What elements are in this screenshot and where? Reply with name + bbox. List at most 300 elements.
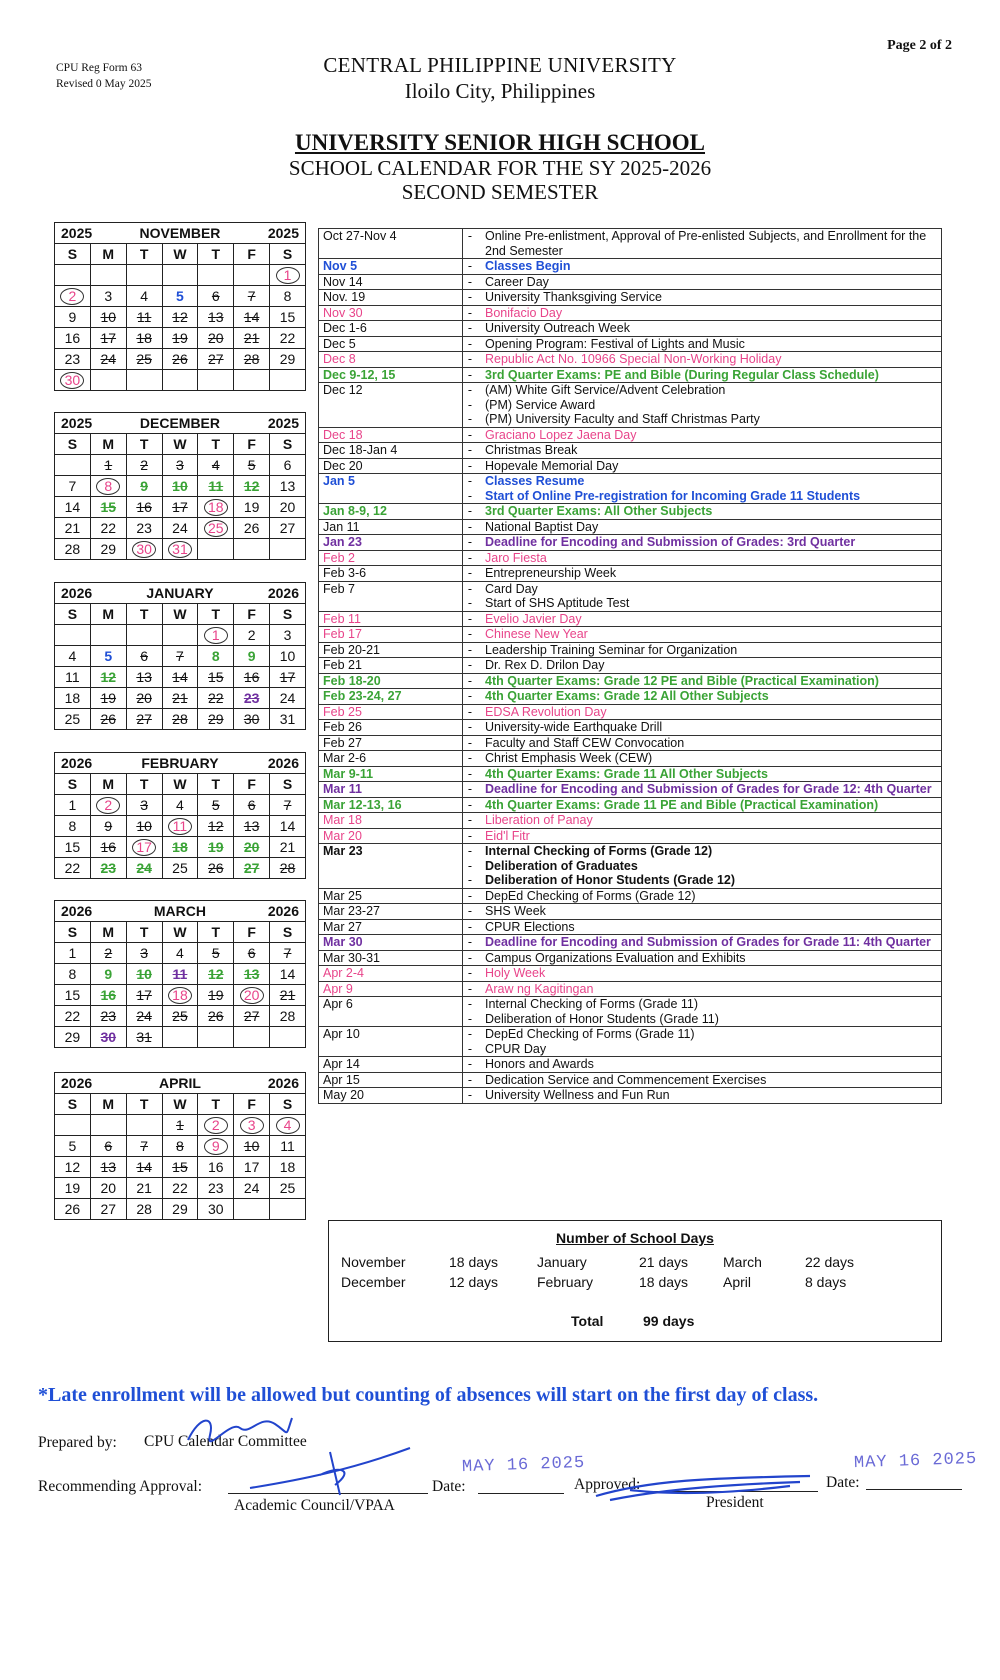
day-number: 18	[136, 330, 152, 346]
calendar-day	[126, 476, 162, 497]
day-number: 22	[64, 1008, 81, 1024]
weekday-header: T	[126, 244, 162, 265]
event-row	[319, 458, 942, 474]
calendar-day	[270, 1178, 306, 1199]
calendar-day	[126, 1006, 162, 1027]
event-dash: -	[467, 689, 473, 703]
day-number: 26	[172, 351, 188, 367]
calendar-empty-cell	[90, 625, 126, 646]
calendar-year: 2026	[234, 753, 306, 774]
calendar-day	[126, 667, 162, 688]
day-number: 8	[176, 1138, 184, 1154]
day-number: 21	[136, 1180, 152, 1196]
prepared-label: Prepared by:	[38, 1434, 117, 1451]
day-number: 9	[104, 818, 113, 834]
calendar-day	[55, 985, 91, 1006]
calendar-day	[234, 816, 270, 837]
day-number: 10	[136, 818, 152, 834]
calendar-month-name: MARCH	[126, 901, 234, 922]
calendar-day	[270, 943, 306, 964]
weekday-header: T	[198, 774, 234, 795]
event-dash-column	[463, 935, 478, 951]
event-row	[319, 782, 942, 798]
calendar-day	[126, 328, 162, 349]
day-number: 16	[64, 330, 81, 346]
calendar-day	[198, 943, 234, 964]
event-dash-column	[463, 290, 478, 306]
event-row	[319, 367, 942, 383]
calendar-day	[198, 349, 234, 370]
event-description	[477, 1072, 942, 1088]
day-number: 3	[140, 945, 148, 961]
calendar-empty-cell	[270, 1199, 306, 1220]
event-description	[477, 919, 942, 935]
calendar-day	[198, 286, 234, 307]
event-dash: -	[467, 844, 473, 858]
calendar-day	[162, 307, 198, 328]
calendar-day	[162, 1178, 198, 1199]
calendar-day	[198, 964, 234, 985]
event-dash: -	[467, 305, 473, 320]
event-dash-column	[463, 751, 478, 767]
event-dash-column	[463, 367, 478, 383]
event-text: CPUR Day	[485, 1041, 547, 1056]
event-date: Mar 20	[319, 828, 463, 844]
calendar-month-name: APRIL	[126, 1073, 234, 1094]
event-row	[319, 828, 942, 844]
day-number: 15	[64, 839, 81, 855]
event-description	[477, 550, 942, 566]
holiday-day-number: 2	[204, 1117, 228, 1134]
event-row	[319, 981, 942, 997]
day-number: 24	[136, 1008, 152, 1024]
calendar-day	[90, 858, 126, 879]
calendar-day	[90, 964, 126, 985]
day-number: 7	[247, 288, 256, 304]
event-description	[477, 443, 942, 459]
calendar-day	[55, 795, 91, 816]
calendar-day	[234, 837, 270, 858]
event-description	[477, 751, 942, 767]
calendar-year: 2026	[234, 1073, 306, 1094]
event-description	[477, 627, 942, 643]
event-description	[477, 735, 942, 751]
event-description	[477, 997, 942, 1027]
event-dash: -	[467, 797, 473, 812]
day-number: 23	[243, 690, 260, 706]
approved-by: President	[706, 1494, 764, 1511]
day-number: 27	[279, 520, 296, 536]
school-days-month: April	[723, 1274, 752, 1290]
calendar-day	[270, 837, 306, 858]
calendar-day	[126, 455, 162, 476]
event-dash-column	[463, 673, 478, 689]
calendar-april	[54, 1072, 306, 1220]
event-dash: -	[467, 611, 473, 626]
calendar-day	[270, 816, 306, 837]
day-number: 4	[140, 288, 148, 304]
event-description	[477, 658, 942, 674]
day-number: 30	[243, 711, 260, 727]
holiday-day-number: 20	[240, 987, 264, 1004]
day-number: 7	[283, 797, 292, 813]
event-description	[477, 981, 942, 997]
day-number: 22	[208, 690, 224, 706]
calendar-day	[55, 539, 91, 560]
weekday-header: M	[90, 604, 126, 625]
calendar-empty-cell	[90, 370, 126, 391]
event-dash-column	[463, 997, 478, 1027]
event-row	[319, 797, 942, 813]
event-date: Feb 11	[319, 611, 463, 627]
event-dash-column	[463, 274, 478, 290]
calendar-empty-cell	[270, 539, 306, 560]
calendar-day	[234, 964, 270, 985]
event-dash: -	[467, 704, 473, 719]
day-number: 8	[283, 288, 292, 304]
calendar-empty-cell	[162, 265, 198, 286]
event-text: Chinese New Year	[485, 627, 588, 641]
day-number: 6	[211, 288, 220, 304]
day-number: 2	[247, 627, 256, 643]
calendar-empty-cell	[55, 455, 91, 476]
event-date: Mar 2-6	[319, 751, 463, 767]
day-number: 6	[247, 945, 256, 961]
event-dash-column	[463, 950, 478, 966]
date-label: Date:	[432, 1478, 466, 1495]
event-date: Apr 2-4	[319, 966, 463, 982]
school-days-count: 8 days	[805, 1274, 847, 1290]
day-number: 27	[243, 1008, 260, 1024]
event-row	[319, 813, 942, 829]
calendar-day	[162, 286, 198, 307]
event-date: Dec 9-12, 15	[319, 367, 463, 383]
calendar-month-name: JANUARY	[126, 583, 234, 604]
event-text: DepEd Checking of Forms (Grade 11)	[485, 1027, 695, 1041]
calendar-day	[162, 667, 198, 688]
day-number: 13	[243, 818, 260, 834]
day-number: 29	[100, 541, 117, 557]
calendar-year: 2025	[55, 223, 127, 244]
event-dash-column	[463, 1088, 478, 1104]
calendar-day	[90, 688, 126, 709]
calendar-day	[162, 816, 198, 837]
event-dash-column	[463, 611, 478, 627]
event-row	[319, 336, 942, 352]
calendar-day	[90, 1136, 126, 1157]
weekday-header: W	[162, 604, 198, 625]
event-date: Jan 5	[319, 474, 463, 504]
day-number: 21	[279, 839, 296, 855]
event-description	[477, 813, 942, 829]
event-dash: -	[467, 321, 473, 335]
calendar-day	[162, 1157, 198, 1178]
school-days-month: December	[341, 1274, 406, 1290]
calendar-day	[270, 286, 306, 307]
event-date: Apr 14	[319, 1057, 463, 1073]
day-number: 16	[208, 1159, 224, 1175]
calendar-day	[126, 1178, 162, 1199]
calendar-day	[126, 307, 162, 328]
calendar-day	[162, 709, 198, 730]
calendar-day	[270, 795, 306, 816]
holiday-day-number: 18	[168, 987, 192, 1004]
event-date: Dec 8	[319, 352, 463, 368]
calendar-day	[55, 1199, 91, 1220]
calendar-year: 2026	[55, 901, 127, 922]
weekday-header: F	[234, 604, 270, 625]
day-number: 13	[136, 669, 152, 685]
day-number: 15	[172, 1159, 188, 1175]
event-row	[319, 581, 942, 611]
event-dash: -	[467, 950, 473, 965]
weekday-header: S	[55, 604, 91, 625]
calendar-day	[234, 709, 270, 730]
calendar-day	[270, 455, 306, 476]
event-text: Deliberation of Honor Students (Grade 11)	[485, 1011, 719, 1026]
calendar-day	[234, 497, 270, 518]
day-number: 6	[140, 648, 148, 664]
day-number: 11	[172, 966, 188, 982]
event-dash-column	[463, 888, 478, 904]
calendar-day	[198, 518, 234, 539]
event-date: Nov 30	[319, 305, 463, 321]
weekday-header: S	[55, 774, 91, 795]
calendar-day	[126, 709, 162, 730]
weekday-header: F	[234, 1094, 270, 1115]
day-number: 12	[243, 478, 260, 494]
event-dash-column	[463, 1057, 478, 1073]
day-number: 20	[208, 330, 224, 346]
calendar-empty-cell	[162, 1027, 198, 1048]
calendar-day	[270, 1136, 306, 1157]
day-number: 5	[68, 1138, 77, 1154]
day-number: 3	[283, 627, 292, 643]
calendar-day	[270, 1006, 306, 1027]
approved-date-label: Date:	[826, 1474, 860, 1491]
calendar-march	[54, 900, 306, 1048]
day-number: 25	[136, 351, 152, 367]
day-number: 29	[172, 1201, 188, 1217]
calendar-day	[162, 497, 198, 518]
event-row	[319, 751, 942, 767]
event-dash: -	[467, 336, 473, 351]
calendar-day	[90, 1006, 126, 1027]
event-dash-column	[463, 966, 478, 982]
event-date: Mar 11	[319, 782, 463, 798]
calendar-day	[55, 709, 91, 730]
event-dash: -	[467, 1041, 473, 1056]
event-date: Feb 3-6	[319, 566, 463, 582]
day-number: 13	[208, 309, 224, 325]
holiday-day-number: 1	[276, 267, 300, 284]
event-row	[319, 474, 942, 504]
day-number: 5	[211, 797, 220, 813]
day-number: 3	[176, 457, 184, 473]
event-description	[477, 689, 942, 705]
calendar-day	[162, 964, 198, 985]
event-description	[477, 950, 942, 966]
day-number: 10	[100, 309, 117, 325]
event-date: Mar 30	[319, 935, 463, 951]
weekday-header: S	[270, 604, 306, 625]
event-text: Internal Checking of Forms (Grade 11)	[485, 997, 699, 1011]
event-description	[477, 966, 942, 982]
event-text: Opening Program: Festival of Lights and Music	[485, 336, 745, 351]
calendar-day	[234, 518, 270, 539]
day-number: 4	[176, 945, 184, 961]
day-number: 9	[104, 966, 113, 982]
event-text: Deadline for Encoding and Submission of Grades: 3rd Quarter	[485, 535, 856, 549]
calendar-day	[162, 1006, 198, 1027]
day-number: 12	[64, 1159, 81, 1175]
event-dash: -	[467, 935, 473, 949]
holiday-day-number: 4	[276, 1117, 300, 1134]
event-text: University Thanksgiving Service	[485, 290, 662, 304]
event-row	[319, 427, 942, 443]
calendar-day	[126, 497, 162, 518]
event-description	[477, 642, 942, 658]
calendar-day	[162, 476, 198, 497]
calendar-year: 2026	[234, 583, 306, 604]
event-dash: -	[467, 888, 473, 903]
day-number: 19	[100, 690, 117, 706]
calendar-day	[234, 795, 270, 816]
event-dash-column	[463, 474, 478, 504]
day-number: 26	[100, 711, 117, 727]
day-number: 5	[211, 945, 220, 961]
day-number: 20	[243, 839, 260, 855]
event-text: Career Day	[485, 274, 549, 289]
event-text: University Outreach Week	[485, 321, 630, 335]
weekday-header: S	[270, 1094, 306, 1115]
calendar-day	[55, 1027, 91, 1048]
day-number: 31	[136, 1029, 152, 1045]
event-date: Mar 23-27	[319, 904, 463, 920]
calendar-day	[162, 837, 198, 858]
event-date: Dec 20	[319, 458, 463, 474]
day-number: 16	[100, 839, 117, 855]
calendar-day	[126, 795, 162, 816]
event-description	[477, 474, 942, 504]
event-dash-column	[463, 704, 478, 720]
event-dash-column	[463, 1072, 478, 1088]
event-dash-column	[463, 336, 478, 352]
weekday-header: W	[162, 1094, 198, 1115]
day-number: 11	[65, 669, 80, 685]
holiday-day-number: 8	[96, 478, 120, 495]
event-text: (PM) Service Award	[485, 397, 596, 412]
day-number: 28	[172, 711, 188, 727]
event-description	[477, 305, 942, 321]
day-number: 13	[279, 478, 296, 494]
calendar-day	[55, 964, 91, 985]
school-days-count: 21 days	[639, 1254, 689, 1270]
weekday-header: M	[90, 922, 126, 943]
event-dash: -	[467, 673, 473, 688]
day-number: 21	[172, 690, 188, 706]
event-text: Start of SHS Aptitude Test	[485, 596, 630, 610]
day-number: 27	[208, 351, 224, 367]
day-number: 5	[247, 457, 256, 473]
day-number: 19	[172, 330, 188, 346]
day-number: 28	[279, 1008, 296, 1024]
event-text: Hopevale Memorial Day	[485, 458, 619, 473]
calendar-day	[55, 1157, 91, 1178]
event-row	[319, 1057, 942, 1073]
event-text: Christmas Break	[485, 443, 578, 457]
calendar-day	[234, 476, 270, 497]
day-number: 13	[243, 966, 260, 982]
event-dash: -	[467, 412, 473, 426]
calendar-day	[55, 286, 91, 307]
weekday-header: T	[126, 604, 162, 625]
calendar-day	[198, 688, 234, 709]
event-row	[319, 935, 942, 951]
day-number: 27	[100, 1201, 117, 1217]
day-number: 2	[140, 457, 148, 473]
event-dash: -	[467, 981, 473, 996]
calendar-day	[126, 943, 162, 964]
calendar-day	[126, 1027, 162, 1048]
day-number: 22	[172, 1180, 188, 1196]
weekday-header: M	[90, 774, 126, 795]
day-number: 12	[208, 818, 224, 834]
event-text: 4th Quarter Exams: Grade 12 PE and Bible (Practical Examination)	[485, 673, 879, 688]
calendar-day	[126, 837, 162, 858]
weekday-header: S	[55, 244, 91, 265]
calendar-day	[162, 1136, 198, 1157]
calendar-day	[55, 646, 91, 667]
calendar-day	[162, 943, 198, 964]
holiday-day-number: 11	[168, 818, 192, 835]
day-number: 20	[100, 1180, 117, 1196]
event-row	[319, 642, 942, 658]
calendar-day	[90, 795, 126, 816]
school-name: UNIVERSITY SENIOR HIGH SCHOOL	[294, 130, 706, 155]
day-number: 28	[136, 1201, 152, 1217]
day-number: 26	[208, 1008, 224, 1024]
event-date: Dec 12	[319, 383, 463, 428]
calendar-day	[162, 646, 198, 667]
calendar-day	[126, 518, 162, 539]
event-text: Classes Begin	[485, 259, 571, 273]
calendar-day	[198, 837, 234, 858]
day-number: 21	[64, 520, 81, 536]
received-stamp: MAY 16 2025	[461, 1453, 586, 1478]
calendar-day	[270, 964, 306, 985]
calendar-day	[198, 816, 234, 837]
event-dash-column	[463, 627, 478, 643]
weekday-header: F	[234, 922, 270, 943]
approved-label: Approved:	[574, 1476, 641, 1493]
day-number: 30	[208, 1201, 224, 1217]
event-date: May 20	[319, 1088, 463, 1104]
event-date: Mar 27	[319, 919, 463, 935]
event-date: Dec 18	[319, 427, 463, 443]
calendar-day	[198, 1157, 234, 1178]
calendar-day	[234, 1178, 270, 1199]
event-dash: -	[467, 458, 473, 473]
day-number: 9	[68, 309, 77, 325]
school-days-month: January	[537, 1254, 587, 1270]
calendar-day	[55, 667, 91, 688]
event-description	[477, 566, 942, 582]
event-row	[319, 735, 942, 751]
university-name: CENTRAL PHILIPPINE UNIVERSITY	[323, 53, 677, 77]
day-number: 22	[100, 520, 117, 536]
event-date: Feb 25	[319, 704, 463, 720]
